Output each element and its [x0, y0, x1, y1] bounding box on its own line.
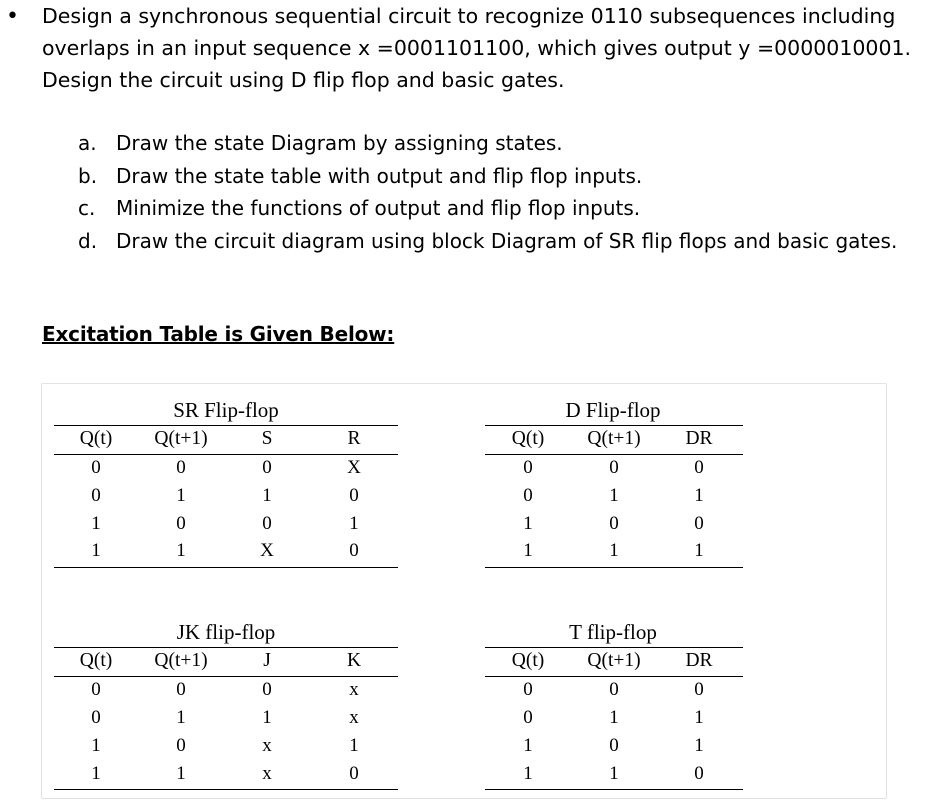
table-header: Q(t) [79, 428, 113, 449]
table-cell: 1 [176, 540, 186, 561]
table-cell: 1 [349, 735, 359, 756]
table-cell: 0 [176, 735, 186, 756]
table-cell: 0 [349, 540, 359, 561]
table-bottom-rule [485, 789, 743, 790]
table-header: Q(t) [511, 650, 545, 671]
task-text: Draw the circuit diagram using block Diagram of SR flip flops and basic gates. [116, 228, 898, 253]
table-header: DR [685, 650, 713, 671]
table-cell: 1 [176, 707, 186, 728]
table-cell: 0 [91, 485, 101, 506]
table-cell: 0 [609, 513, 619, 534]
table-header-rule [485, 676, 743, 677]
table-cell: 0 [694, 457, 704, 478]
table-cell: 0 [694, 763, 704, 784]
table-cell: 0 [609, 735, 619, 756]
table-cell: 1 [91, 513, 101, 534]
table-cell: 1 [91, 763, 101, 784]
table-cell: 0 [523, 457, 533, 478]
task-text: Minimize the functions of output and flip flop inputs. [116, 196, 641, 220]
table-cell: 0 [176, 679, 186, 700]
table-cell: 1 [694, 707, 704, 728]
table-cell: 1 [523, 513, 533, 534]
table-header: Q(t) [79, 650, 113, 671]
table-cell: 0 [694, 679, 704, 700]
table-cell: 1 [176, 763, 186, 784]
table-cell: 1 [262, 707, 272, 728]
table-header: Q(t+1) [154, 650, 208, 671]
table-header: Q(t+1) [587, 428, 641, 449]
table-cell: 0 [349, 485, 359, 506]
task-letter: b. [78, 163, 98, 188]
table-cell: x [349, 679, 359, 700]
table-cell: 1 [523, 763, 533, 784]
table-header: Q(t+1) [154, 428, 208, 449]
table-cell: 1 [694, 540, 704, 561]
table-title: JK flip-flop [176, 620, 276, 644]
table-cell: 0 [694, 513, 704, 534]
table-cell: 0 [91, 457, 101, 478]
table-header-rule [485, 454, 743, 455]
table-top-rule [54, 647, 398, 648]
table-cell: 0 [262, 513, 272, 534]
table-cell: 0 [262, 679, 272, 700]
table-cell: 1 [91, 735, 101, 756]
table-bottom-rule [54, 567, 398, 568]
task-d [78, 225, 897, 258]
task-text: Draw the state Diagram by assigning states. [116, 131, 563, 155]
table-cell: 1 [609, 485, 619, 506]
table-cell: x [349, 707, 359, 728]
table-cell: 1 [609, 707, 619, 728]
table-top-rule [485, 425, 743, 426]
table-header: Q(t+1) [587, 650, 641, 671]
table-header: J [263, 650, 271, 671]
table-cell: 1 [523, 540, 533, 561]
table-cell: 1 [91, 540, 101, 561]
table-title: SR Flip-flop [173, 398, 279, 422]
excitation-heading: Excitation Table is Given Below: [42, 322, 395, 346]
table-header: S [261, 428, 273, 449]
table-cell: x [262, 763, 272, 784]
table-header: K [346, 650, 362, 671]
table-cell: 1 [262, 485, 272, 506]
table-header: Q(t) [511, 428, 545, 449]
table-header: R [347, 428, 361, 449]
table-header-rule [54, 454, 398, 455]
table-cell: 1 [523, 735, 533, 756]
table-title: D Flip-flop [565, 398, 661, 422]
question-line-3: Design the circuit using D flip flop and basic gates. [42, 68, 565, 92]
table-cell: 1 [694, 735, 704, 756]
table-cell: 1 [694, 485, 704, 506]
table-bottom-rule [54, 789, 398, 790]
table-title: T flip-flop [569, 620, 657, 644]
question-line-2: overlaps in an input sequence x =0001101100, which gives output y =0000010001. [42, 36, 912, 60]
table-header-rule [54, 676, 398, 677]
table-cell: 0 [523, 679, 533, 700]
task-c [78, 192, 897, 225]
table-cell: 0 [176, 513, 186, 534]
table-cell: 1 [609, 763, 619, 784]
task-text: Draw the state table with output and flip flop inputs. [116, 163, 643, 188]
excitation-table-image [41, 383, 887, 799]
table-cell: 1 [176, 485, 186, 506]
table-cell: 0 [91, 679, 101, 700]
table-cell: 0 [609, 679, 619, 700]
task-letter: a. [78, 131, 97, 155]
question-text [42, 0, 922, 96]
table-bottom-rule [485, 567, 743, 568]
table-cell: 0 [523, 485, 533, 506]
table-top-rule [54, 425, 398, 426]
table-cell: X [347, 457, 361, 478]
task-a [78, 127, 897, 160]
table-cell: x [262, 735, 272, 756]
table-cell: 0 [176, 457, 186, 478]
task-letter: c. [78, 196, 96, 220]
task-b [78, 160, 897, 193]
bullet-point: • [6, 4, 19, 29]
task-letter: d. [78, 228, 98, 253]
table-cell: X [260, 540, 274, 561]
table-cell: 0 [523, 707, 533, 728]
table-cell: 1 [349, 513, 359, 534]
table-cell: 0 [91, 707, 101, 728]
task-list [78, 127, 897, 257]
table-cell: 1 [609, 540, 619, 561]
table-cell: 0 [262, 457, 272, 478]
table-cell: 0 [609, 457, 619, 478]
table-top-rule [485, 647, 743, 648]
question-line-1: Design a synchronous sequential circuit to recognize 0110 subsequences including [42, 4, 896, 28]
table-header: DR [685, 428, 713, 449]
table-cell: 0 [349, 763, 359, 784]
